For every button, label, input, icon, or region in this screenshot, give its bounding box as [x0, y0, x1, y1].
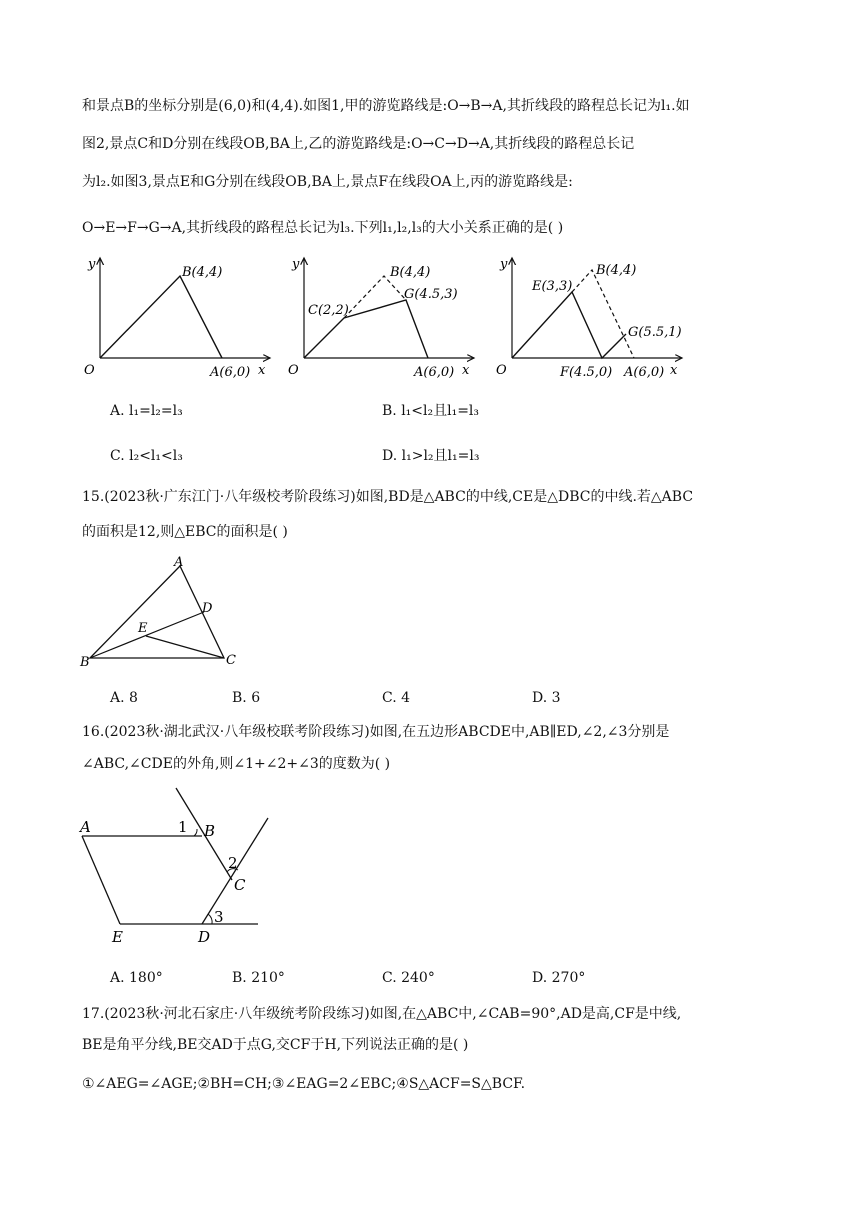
q14-option-c[interactable]: C. l₂<l₁<l₃	[110, 448, 183, 464]
q15-option-c[interactable]: C. 4	[382, 690, 411, 706]
q15-option-a[interactable]: A. 8	[110, 690, 138, 706]
q15-option-d[interactable]: D. 3	[532, 690, 561, 706]
q17-text-line-3: ①∠AEG=∠AGE;②BH=CH;③∠EAG=2∠EBC;④S△ACF=S△BCF.	[82, 1076, 526, 1092]
label-g: G(4.5,3)	[404, 287, 458, 302]
q14-option-a[interactable]: A. l₁=l₂=l₃	[110, 403, 183, 419]
q16-option-d[interactable]: D. 270°	[532, 970, 586, 986]
label-x: x	[462, 363, 470, 378]
label-g: G(5.5,1)	[628, 325, 682, 340]
label-a: A	[80, 818, 91, 836]
q15-text-line-1: 15.(2023秋·广东江门·八年级校考阶段练习)如图,BD是△ABC的中线,CE是△DBC的中线.若△ABC	[82, 489, 694, 505]
q14-figure-1	[78, 252, 278, 382]
label-o: O	[84, 363, 95, 378]
label-c: C	[234, 876, 246, 894]
q16-figure-pentagon	[78, 784, 278, 948]
dashed-cba	[344, 276, 406, 318]
label-e: E(3,3)	[532, 279, 573, 294]
segment-ae	[82, 836, 120, 924]
q14-text-line-2: 图2,景点C和D分别在线段OB,BA上,乙的游览路线是:O→C→D→A,其折线段的路程总长记	[82, 136, 635, 152]
angle-1-arc	[194, 829, 197, 836]
q15-option-b[interactable]: B. 6	[232, 690, 261, 706]
label-angle-1: 1	[178, 818, 188, 836]
q16-option-b[interactable]: B. 210°	[232, 970, 285, 986]
label-e: E	[138, 621, 148, 636]
label-c: C	[226, 653, 236, 668]
label-b: B	[80, 655, 90, 670]
path-oefga	[512, 292, 626, 358]
q14-text-line-3: 为l₂.如图3,景点E和G分别在线段OB,BA上,景点F在线段OA上,丙的游览路线是:	[82, 174, 573, 190]
angle-3-arc	[208, 914, 212, 924]
q14-option-d[interactable]: D. l₁>l₂且l₁=l₃	[382, 448, 480, 464]
segment-ce	[146, 636, 224, 658]
q14-text-line-1: 和景点B的坐标分别是(6,0)和(4,4).如图1,甲的游览路线是:O→B→A,其折线段的路程总长记为l₁.如	[82, 98, 690, 114]
label-b: B(4,4)	[390, 265, 431, 280]
label-b: B(4,4)	[182, 265, 223, 280]
label-x: x	[258, 363, 266, 378]
label-x: x	[670, 363, 678, 378]
label-e: E	[112, 928, 123, 946]
q16-option-c[interactable]: C. 240°	[382, 970, 435, 986]
q15-figure-triangle	[78, 552, 248, 672]
label-o: O	[288, 363, 299, 378]
label-y: y	[88, 257, 96, 272]
path-obа	[100, 276, 222, 358]
q16-text-line-2: ∠ABC,∠CDE的外角,则∠1+∠2+∠3的度数为( )	[82, 756, 391, 772]
q17-text-line-2: BE是角平分线,BE交AD于点G,交CF于H,下列说法正确的是( )	[82, 1037, 469, 1053]
label-y: y	[500, 257, 508, 272]
label-d: D	[198, 928, 211, 946]
q14-text-line-4: O→E→F→G→A,其折线段的路程总长记为l₃.下列l₁,l₂,l₃的大小关系正确的是( )	[82, 220, 564, 236]
label-y: y	[292, 257, 300, 272]
q16-text-line-1: 16.(2023秋·湖北武汉·八年级校联考阶段练习)如图,在五边形ABCDE中,AB∥ED,∠2,∠3分别是	[82, 724, 670, 740]
label-d: D	[202, 601, 213, 616]
q14-option-b[interactable]: B. l₁<l₂且l₁=l₃	[382, 403, 480, 419]
label-c: C(2,2)	[308, 303, 349, 318]
label-b: B	[204, 822, 216, 840]
label-f: F(4.5,0)	[560, 365, 613, 380]
q17-text-line-1: 17.(2023秋·河北石家庄·八年级统考阶段练习)如图,在△ABC中,∠CAB=90°,AD是高,CF是中线,	[82, 1006, 682, 1022]
q14-figure-3	[490, 252, 690, 382]
label-o: O	[496, 363, 507, 378]
label-a: A	[174, 555, 184, 570]
label-a: A(6,0)	[624, 365, 665, 380]
label-a: A(6,0)	[210, 365, 251, 380]
label-b: B(4,4)	[596, 263, 637, 278]
label-angle-2: 2	[228, 854, 238, 872]
q15-text-line-2: 的面积是12,则△EBC的面积是( )	[82, 524, 288, 540]
q16-option-a[interactable]: A. 180°	[110, 970, 163, 986]
q14-figure-2	[282, 252, 482, 382]
label-a: A(6,0)	[414, 365, 455, 380]
label-angle-3: 3	[214, 908, 224, 926]
